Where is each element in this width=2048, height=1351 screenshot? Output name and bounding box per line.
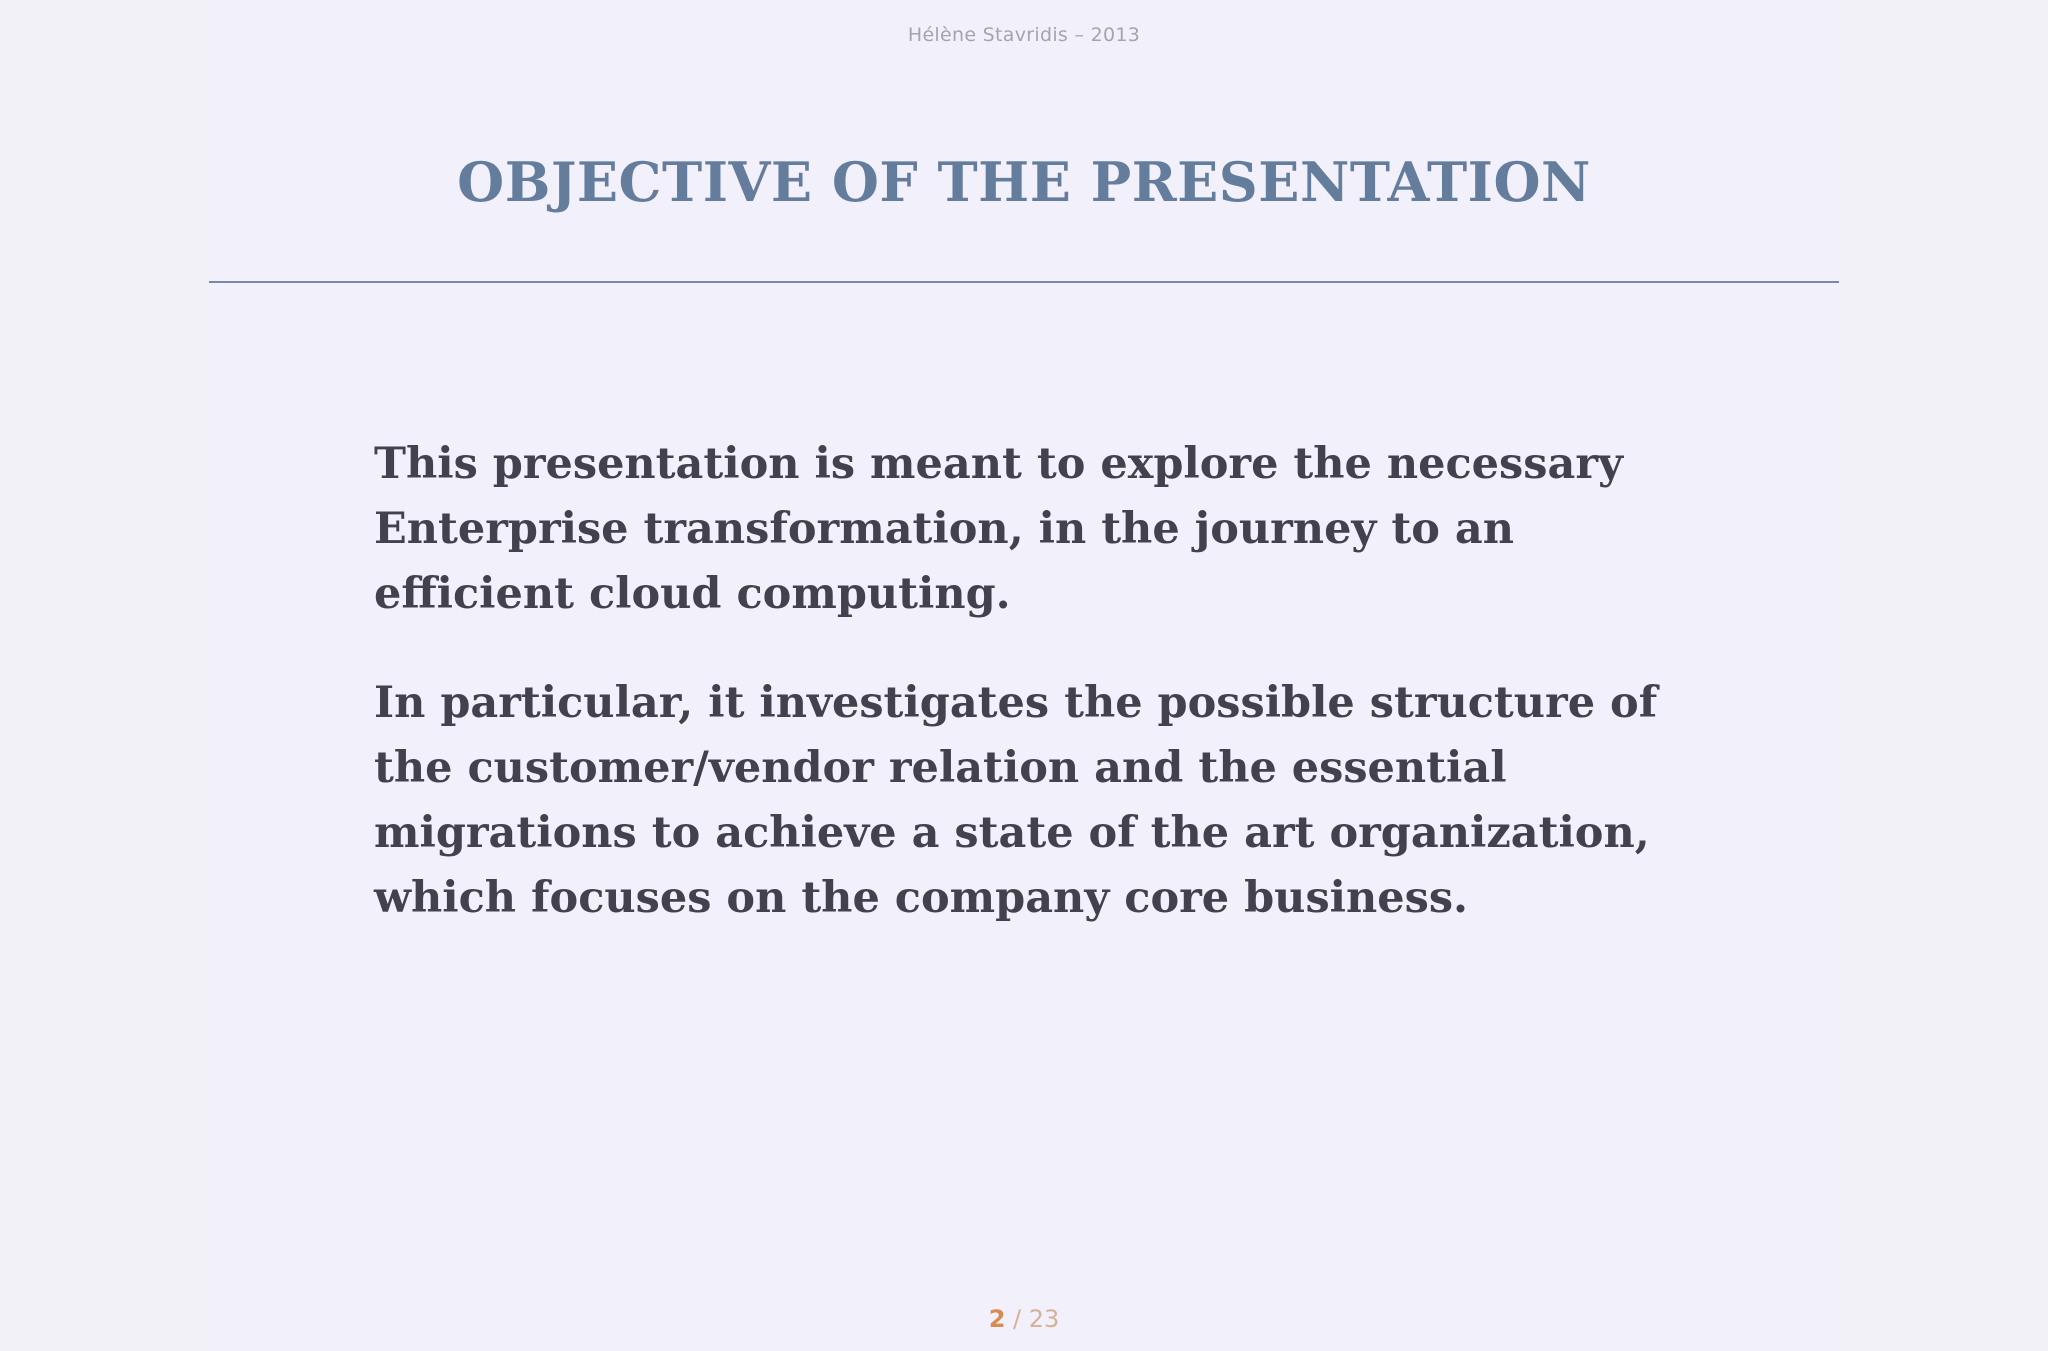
slide-body <box>374 432 1674 975</box>
pager-separator: / <box>1005 1305 1029 1333</box>
body-paragraph: In particular, it investigates the possible structure of the customer/vendor relation and the essential migrations to achieve a state of the art organization, which focuses on the company core business. <box>374 678 1658 923</box>
title-divider <box>209 281 1839 283</box>
slide-pager <box>0 1305 2048 1333</box>
author-credit: Hélène Stavridis – 2013 <box>907 24 1141 46</box>
pager-current-page: 2 <box>988 1305 1006 1333</box>
body-paragraph: This presentation is meant to explore the necessary Enterprise transformation, in the journey to an efficient cloud computing. <box>374 439 1623 619</box>
slide-title: OBJECTIVE OF THE PRESENTATION <box>457 150 1591 214</box>
pager-total-pages: 23 <box>1028 1305 1060 1333</box>
